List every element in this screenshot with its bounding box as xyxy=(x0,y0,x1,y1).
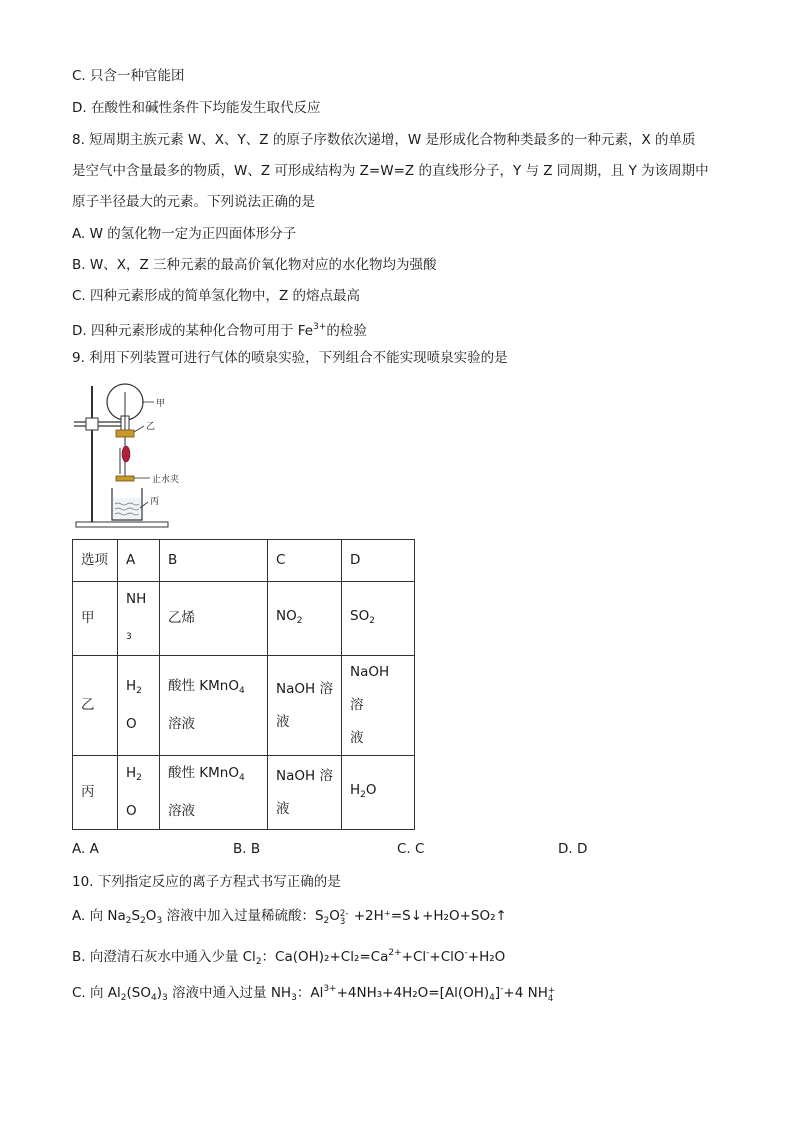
cell-jia-a-sub: 3 xyxy=(126,632,132,642)
q10-option-a: A. 向 $Na_2S_2O_3$ 溶液中加入过量稀硫酸：$S_2O$ 2- 3 +2H⁺=S↓+H₂O+SO₂↑ xyxy=(72,908,507,927)
dropper-bulb-yi xyxy=(122,446,130,462)
row-label-yi: 乙 xyxy=(73,656,118,756)
q8-option-d-prefix: D. 四种元素形成的某种化合物可用于 Fe xyxy=(72,323,314,339)
q10-stem: 10. 下列指定反应的离子方程式书写正确的是 xyxy=(72,874,341,890)
cell-bing-b: 酸性 KMnO$_4$ 溶液 xyxy=(160,756,268,830)
cell-bing-a: $H_2$ O xyxy=(118,756,160,830)
cell-jia-a-main: NH xyxy=(126,591,147,607)
q8-stem-line2: 是空气中含量最多的物质，W、Z 可形成结构为 Z=W=Z 的直线形分子，Y 与 Z 同周期，且 Y 为该周期中 xyxy=(72,163,709,179)
q9-answer-a: A. A xyxy=(72,841,99,857)
table-header-row xyxy=(73,540,415,582)
stopper xyxy=(116,430,134,437)
cell-jia-d: $SO_2$ xyxy=(342,582,415,656)
row-label-bing: 丙 xyxy=(73,756,118,830)
q9-answer-c: C. C xyxy=(397,841,425,857)
label-yi: 乙 xyxy=(146,422,156,432)
q8-option-c: C. 四种元素形成的简单氢化物中，Z 的熔点最高 xyxy=(72,288,361,304)
q8-stem-line3: 原子半径最大的元素。下列说法正确的是 xyxy=(72,194,315,210)
q7-option-d: D. 在酸性和碱性条件下均能发生取代反应 xyxy=(72,100,321,116)
q8-option-d xyxy=(72,318,367,340)
cell-bing-d: $H_2O$ xyxy=(342,756,415,830)
cell-jia-c: $NO_2$ xyxy=(268,582,342,656)
cell-yi-c: NaOH 溶 液 xyxy=(268,656,342,756)
q10-option-b: B. 向澄清石灰水中通入少量 $Cl_2$：$Ca(OH)_2+Cl_2=Ca^{2+}+Cl^-+ClO^-+H_2O$ xyxy=(72,948,506,967)
q9-answer-b: B. B xyxy=(233,841,261,857)
q8-option-a: A. W 的氢化物一定为正四面体形分子 xyxy=(72,226,297,242)
q9-answer-d: D. D xyxy=(558,841,588,857)
q10-option-c: C. 向 $Al_2(SO_4)_3$ 溶液中通入过量 $NH_3$：$Al^{3+}+4NH_3+4H_2O=[Al(OH)_4]^-+4$ NH + 4 xyxy=(72,984,555,1004)
cell-bing-c: NaOH 溶 液 xyxy=(268,756,342,830)
table-row-yi xyxy=(73,656,415,756)
cell-jia-b: 乙烯 xyxy=(160,582,268,656)
label-jia: 甲 xyxy=(156,399,166,409)
header-d: D xyxy=(342,540,415,582)
cell-yi-b: 酸性 KMnO$_4$ 溶液 xyxy=(160,656,268,756)
table-row-jia xyxy=(73,582,415,656)
label-clamp: 止水夹 xyxy=(152,475,180,485)
header-option: 选项 xyxy=(73,540,118,582)
label-bing: 丙 xyxy=(150,497,160,507)
q8-option-d-charge: 3+ xyxy=(313,322,327,332)
water-stop-clamp xyxy=(116,476,134,481)
table-row-bing xyxy=(73,756,415,830)
q8-option-b: B. W、X，Z 三种元素的最高价氧化物对应的水化物均为强酸 xyxy=(72,257,437,273)
q8-stem-line1: 8. 短周期主族元素 W、X、Y、Z 的原子序数依次递增，W 是形成化合物种类最多的一种元素，X 的单质 xyxy=(72,132,696,148)
q9-stem: 9. 利用下列装置可进行气体的喷泉实验，下列组合不能实现喷泉实验的是 xyxy=(72,350,508,366)
fountain-apparatus-figure xyxy=(70,378,200,534)
q9-options-table xyxy=(72,539,415,830)
stand-base xyxy=(76,522,168,527)
header-b: B xyxy=(160,540,268,582)
cell-yi-d: NaOH 溶 液 xyxy=(342,656,415,756)
cell-jia-a xyxy=(118,582,160,656)
cell-yi-a: $H_2$ O xyxy=(118,656,160,756)
q8-option-d-suffix: 的检验 xyxy=(326,323,367,339)
row-label-jia: 甲 xyxy=(73,582,118,656)
header-c: C xyxy=(268,540,342,582)
header-a: A xyxy=(118,540,160,582)
q7-option-c: C. 只含一种官能团 xyxy=(72,68,185,84)
